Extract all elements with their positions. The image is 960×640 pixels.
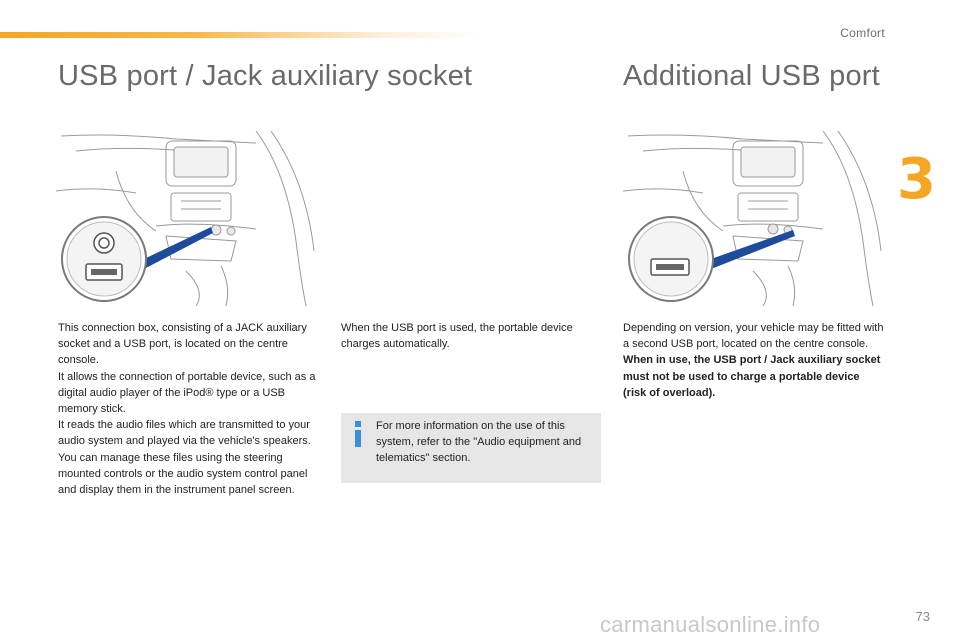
paragraph: This connection box, consisting of a JACK auxiliary socket and a USB port, is located on the centre console.: [58, 322, 307, 367]
additional-usb-description: [623, 320, 885, 401]
illustration-usb-jack-socket: [56, 131, 318, 306]
pointer-wedge-right: [711, 230, 795, 269]
warning-text: When in use, the USB port / Jack auxiliary socket must not be used to charge a portable device (risk of overload).: [623, 354, 881, 399]
usb-jack-description: [58, 320, 316, 498]
chapter-number: 3: [897, 147, 936, 212]
paragraph: When the USB port is used, the portable device charges automatically.: [341, 322, 573, 351]
info-text: For more information on the use of this system, refer to the "Audio equipment and telematics" section.: [376, 420, 582, 465]
page-title-usb-jack: USB port / Jack auxiliary socket: [58, 60, 473, 92]
page-number: 73: [915, 609, 930, 624]
paragraph: It reads the audio files which are transmitted to your audio system and played via the vehicle's speakers.: [58, 419, 311, 448]
illustration-additional-usb-port: [623, 131, 885, 306]
header-accent-bar: [0, 32, 480, 38]
page-title-additional-usb: Additional USB port: [623, 60, 880, 92]
usb-port-detail-circle: [629, 217, 713, 301]
charging-note: [341, 320, 606, 352]
info-box: [341, 413, 601, 483]
pointer-wedge-left: [144, 227, 213, 269]
watermark: carmanualsonline.info: [600, 612, 821, 637]
paragraph: You can manage these files using the steering mounted controls or the audio system control panel and display them in the instrument panel screen.: [58, 451, 308, 497]
info-icon: [351, 421, 365, 447]
usb-jack-detail-circle: [62, 217, 146, 301]
paragraph: It allows the connection of portable device, such as a digital audio player of the iPod® type or a USB memory stick.: [58, 370, 316, 416]
section-label: Comfort: [840, 26, 885, 40]
paragraph: Depending on version, your vehicle may be fitted with a second USB port, located on the centre console.: [623, 322, 884, 351]
